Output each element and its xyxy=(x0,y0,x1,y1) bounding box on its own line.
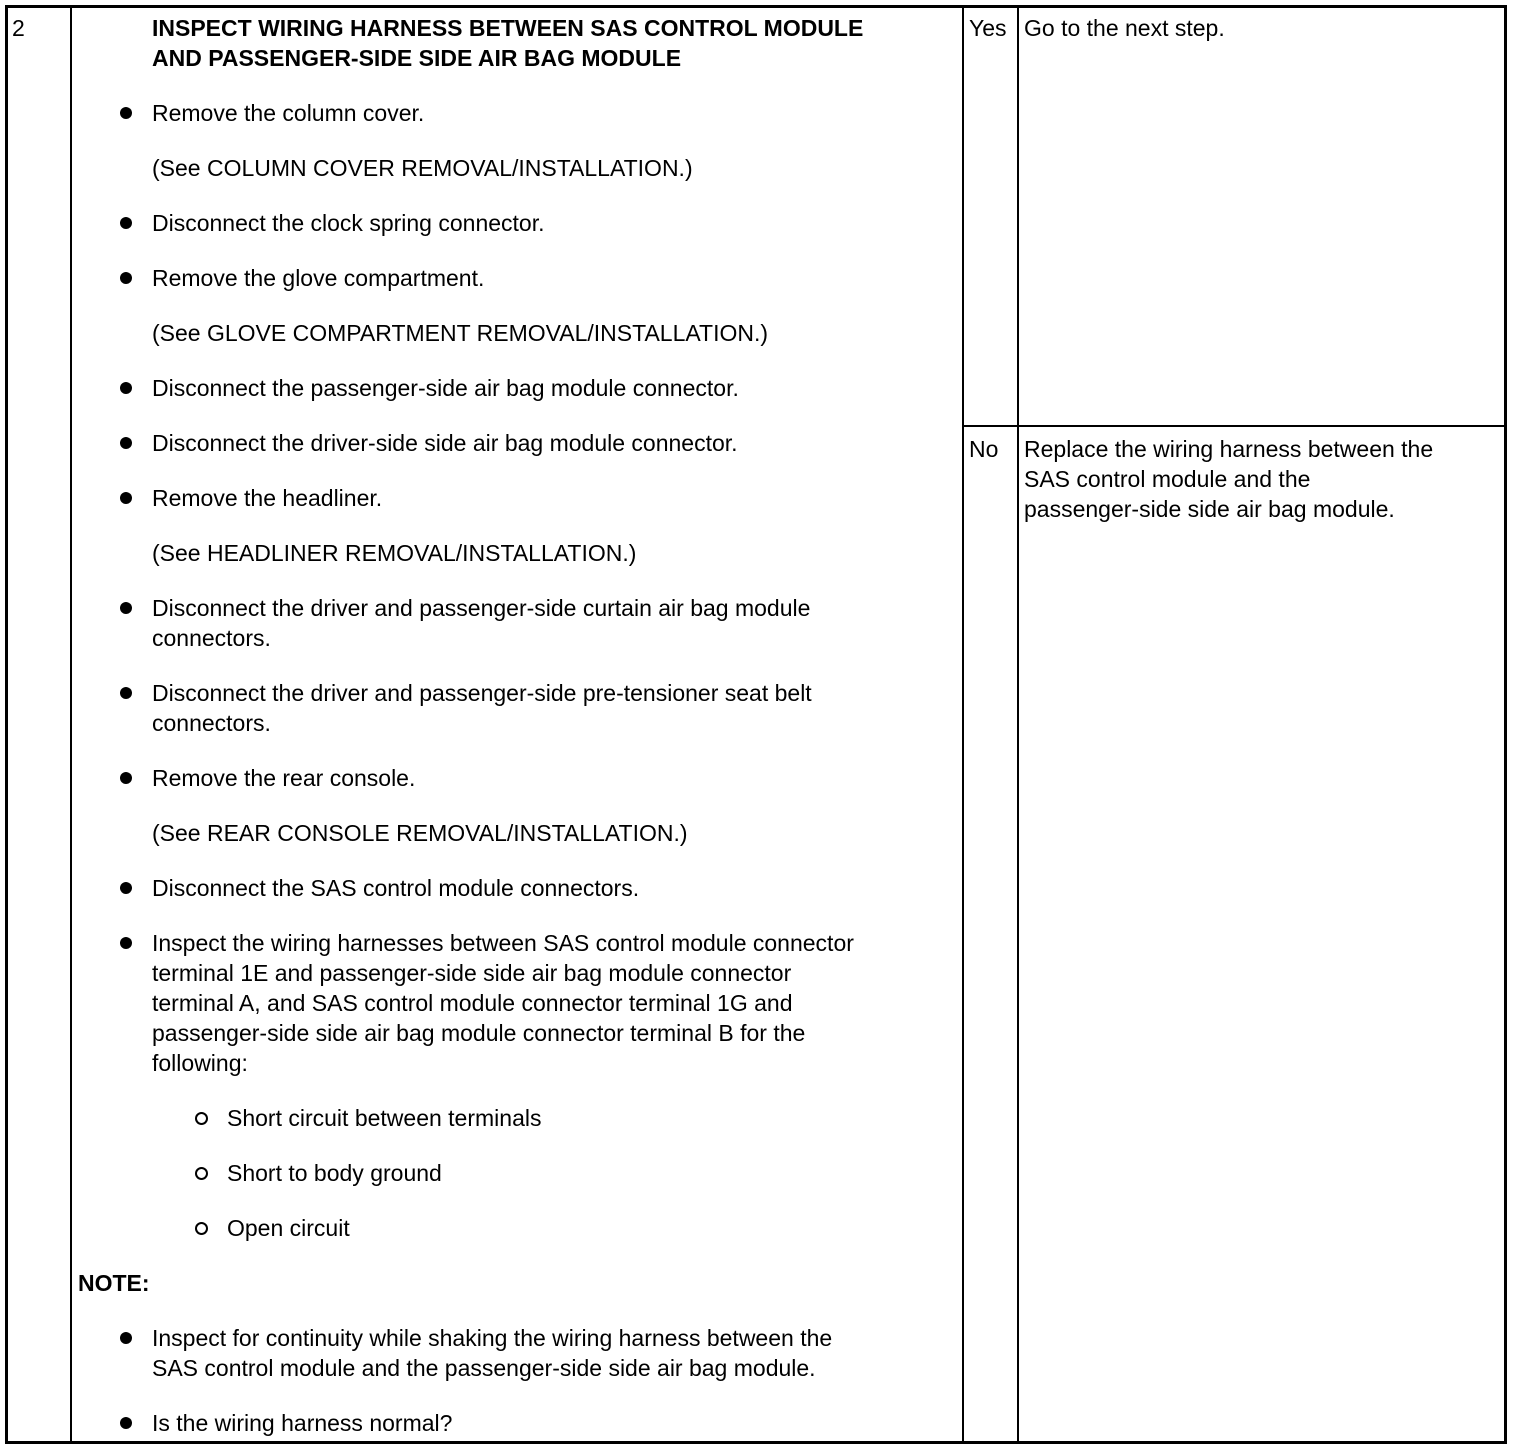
bullet-icon xyxy=(120,1417,132,1429)
circle-bullet-icon xyxy=(195,1112,208,1125)
step-title-line: AND PASSENGER-SIDE SIDE AIR BAG MODULE xyxy=(152,45,682,71)
question-text: Is the wiring harness normal? xyxy=(152,1410,453,1436)
procedure-step-line: passenger-side side air bag module connector terminal B for the xyxy=(152,1020,806,1046)
inspection-criterion: Short to body ground xyxy=(227,1160,442,1186)
procedure-step-line: terminal 1E and passenger-side side air bag module connector xyxy=(152,960,792,986)
procedure-step: Remove the column cover. xyxy=(152,100,425,126)
reference-note: (See COLUMN COVER REMOVAL/INSTALLATION.) xyxy=(152,155,693,181)
column-divider-step xyxy=(70,5,72,1444)
procedure-step-line: Disconnect the driver and passenger-side curtain air bag module xyxy=(152,595,811,621)
column-divider-result xyxy=(962,5,964,1444)
procedure-step-line: following: xyxy=(152,1050,248,1076)
row-divider-yes-no xyxy=(962,425,1505,427)
circle-bullet-icon xyxy=(195,1222,208,1235)
bullet-icon xyxy=(120,492,132,504)
result-no-action-line: SAS control module and the xyxy=(1024,466,1311,492)
reference-note: (See GLOVE COMPARTMENT REMOVAL/INSTALLATION.) xyxy=(152,320,769,346)
procedure-step: Remove the glove compartment. xyxy=(152,265,485,291)
bullet-icon xyxy=(120,437,132,449)
step-number: 2 xyxy=(12,15,25,41)
inspection-criterion: Short circuit between terminals xyxy=(227,1105,542,1131)
note-item-line: SAS control module and the passenger-side side air bag module. xyxy=(152,1355,816,1381)
bullet-icon xyxy=(120,382,132,394)
procedure-step-line: Inspect the wiring harnesses between SAS control module connector xyxy=(152,930,854,956)
procedure-step-line: connectors. xyxy=(152,710,271,736)
step-title-line: INSPECT WIRING HARNESS BETWEEN SAS CONTROL MODULE xyxy=(152,15,864,41)
column-divider-action xyxy=(1017,5,1019,1444)
bullet-icon xyxy=(120,1332,132,1344)
procedure-step: Disconnect the passenger-side air bag module connector. xyxy=(152,375,739,401)
reference-note: (See HEADLINER REMOVAL/INSTALLATION.) xyxy=(152,540,637,566)
bullet-icon xyxy=(120,937,132,949)
result-yes-label: Yes xyxy=(969,15,1007,41)
procedure-step-line: connectors. xyxy=(152,625,271,651)
bullet-icon xyxy=(120,687,132,699)
reference-note: (See REAR CONSOLE REMOVAL/INSTALLATION.) xyxy=(152,820,688,846)
procedure-step: Remove the rear console. xyxy=(152,765,416,791)
result-no-action-line: Replace the wiring harness between the xyxy=(1024,436,1434,462)
bullet-icon xyxy=(120,882,132,894)
bullet-icon xyxy=(120,602,132,614)
note-label: NOTE: xyxy=(78,1270,150,1296)
procedure-step: Disconnect the clock spring connector. xyxy=(152,210,545,236)
bullet-icon xyxy=(120,772,132,784)
procedure-step: Disconnect the SAS control module connectors. xyxy=(152,875,640,901)
circle-bullet-icon xyxy=(195,1167,208,1180)
bullet-icon xyxy=(120,217,132,229)
procedure-step-line: Disconnect the driver and passenger-side pre-tensioner seat belt xyxy=(152,680,812,706)
procedure-step: Disconnect the driver-side side air bag module connector. xyxy=(152,430,738,456)
inspection-criterion: Open circuit xyxy=(227,1215,350,1241)
bullet-icon xyxy=(120,107,132,119)
result-yes-action: Go to the next step. xyxy=(1024,15,1225,41)
procedure-step: Remove the headliner. xyxy=(152,485,383,511)
result-no-action-line: passenger-side side air bag module. xyxy=(1024,496,1395,522)
note-item-line: Inspect for continuity while shaking the wiring harness between the xyxy=(152,1325,833,1351)
result-no-label: No xyxy=(969,436,999,462)
procedure-step-line: terminal A, and SAS control module connector terminal 1G and xyxy=(152,990,793,1016)
bullet-icon xyxy=(120,272,132,284)
